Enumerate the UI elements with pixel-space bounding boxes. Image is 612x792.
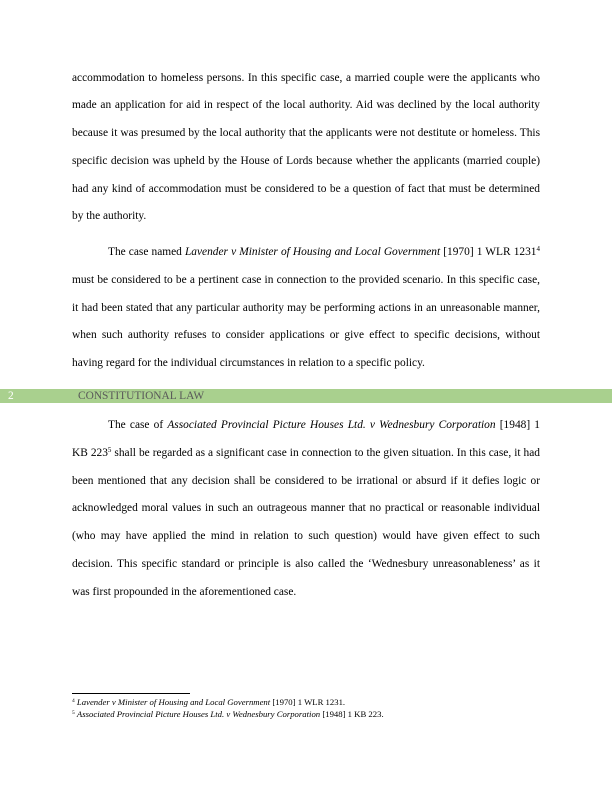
footnote-4-case-name: Lavender v Minister of Housing and Local Government: [76, 697, 271, 707]
footnote-ref-4[interactable]: 4: [536, 245, 540, 253]
paragraph-3-lead: The case of: [108, 419, 168, 431]
footnote-4: [72, 697, 542, 709]
paragraph-3-case-name: Associated Provincial Picture Houses Ltd. v Wednesbury Corporation: [167, 419, 496, 431]
paragraph-3-citation: [1948] 1 KB 223: [72, 419, 541, 459]
paragraph-2-citation: [1970] 1 WLR 1231: [440, 246, 537, 258]
footnote-4-citation: [1970] 1 WLR 1231.: [270, 697, 346, 707]
paragraph-1-text: accommodation to homeless persons. In this specific case, a married couple were the applicants who made an application for aid in respect of the local authority. Aid was declined by the local authority because it was presumed by the local authority that the applicants were not destitute or homeless. This specific decision was upheld by the House of Lords because whether the applicants (married couple) had any kind of accommodation must be considered to be a question of fact that must be determined by the authority.: [72, 71, 540, 223]
footnote-separator: [72, 693, 190, 694]
body-paragraph-1: [72, 65, 540, 232]
running-header-title: CONSTITUTIONAL LAW: [78, 390, 205, 402]
page-number: 2: [8, 390, 14, 402]
footnote-5-citation: [1948] 1 KB 223.: [320, 708, 384, 719]
paragraph-2-lead: The case named: [108, 246, 185, 258]
footnote-5-case-name: Associated Provincial Picture Houses Ltd. v Wednesbury Corporation: [76, 708, 321, 719]
footnotes-area: [72, 697, 542, 720]
footnote-4-number: 4: [72, 698, 75, 704]
body-paragraph-2: [72, 239, 540, 378]
paragraph-2-rest: must be considered to be a pertinent case in connection to the provided scenario. In this specific case, it had been stated that any particular authority may be performing actions in an unreasonable manner, when such authority refuses to consider applications or give effect to specific decisions, without having regard for the individual circumstances in relation to a specific policy.: [72, 273, 540, 370]
footnote-ref-5[interactable]: 5: [107, 445, 112, 454]
footnote-5: [72, 709, 542, 721]
body-paragraph-3: [72, 412, 540, 607]
paragraph-2-case-name: Lavender v Minister of Housing and Local Government: [184, 246, 441, 258]
paragraph-3-rest: shall be regarded as a significant case in connection to the given situation. In this case, it had been mentioned that any decision shall be considered to be irrational or absurd if it defies logic or acknowledged moral values in such an outrageous manner that no practical or reasonable individual (who may have applied the mind in relation to such question) would have given effect to such decision. This specific standard or principle is also called the ‘Wednesbury unreasonableness’ as it was first propounded in the aforementioned case.: [72, 446, 540, 598]
footnote-5-number: 5: [72, 709, 75, 716]
